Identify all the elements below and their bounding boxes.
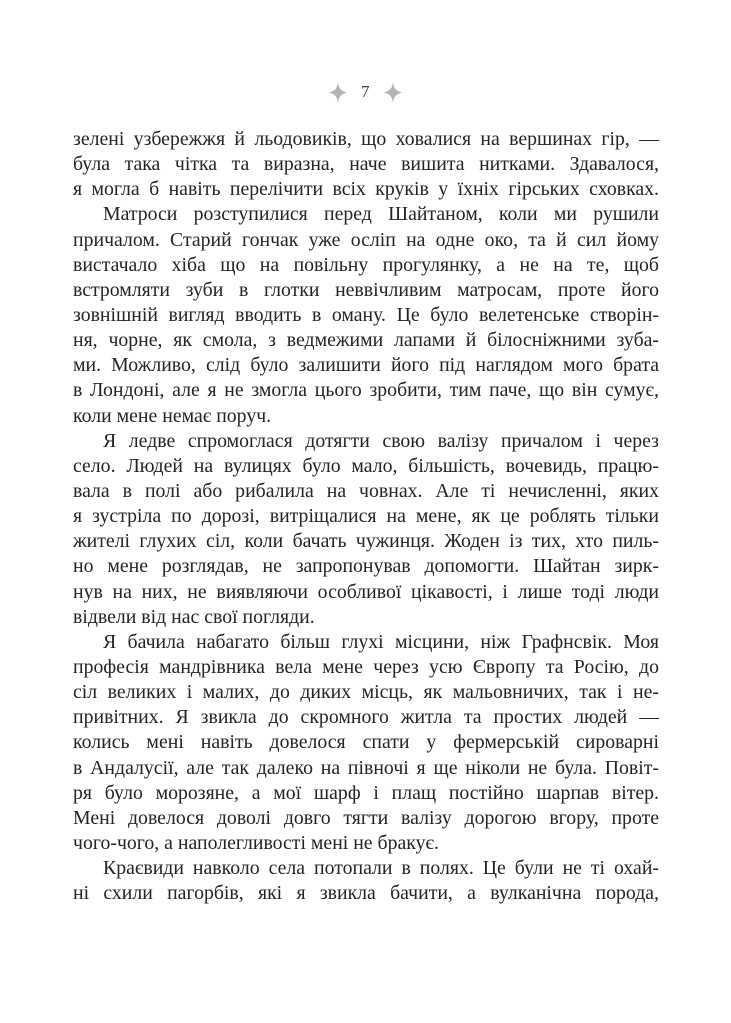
text-line: Мені довелося доволі довго тягти валізу дорогою вгору, проте [73,806,659,829]
text-line: була така чітка та виразна, наче вишита нитками. Здавалося, [73,153,659,176]
text-line: в Лондоні, але я не змогла цього зробити, тим паче, що він сумує, [73,379,659,402]
text-line: ні схили пагорбів, які я звикла бачити, а вулканічна порода, [73,882,659,905]
text-line: колись мені навіть довелося спати у фермерській сироварні [73,731,659,754]
sparkle-left-icon-shape [329,82,347,103]
text-line: встромляти зуби в глотки неввічливим матросам, проте його [73,278,659,301]
text-line: я могла б навіть перелічити всіх круків у їхніх гірських сховках. [73,178,659,201]
text-line: причалом. Старий гончак уже осліп на одне око, та й сил йому [73,228,659,251]
sparkle-right-icon [384,82,402,103]
text-line: ря було морозяне, а мої шарф і плащ постійно шарпав вітер. [73,781,659,804]
text-line: сіл великих і малих, до диких місць, як мальовничих, так і не- [73,681,659,704]
text-line: Краєвиди навколо села потопали в полях. Це були не ті охай- [103,857,659,880]
body-text [73,127,659,906]
text-line: Я бачила набагато більш глухі місцини, ніж Графнсвік. Моя [103,630,659,653]
text-line: вала в полі або рибалила на човнах. Але ті нечисленні, яких [73,479,659,502]
text-line: ми. Можливо, слід було залишити його під наглядом мого брата [73,354,659,377]
text-line: в Андалусії, але так далеко на півночі я ще ніколи не була. Повіт- [73,756,659,779]
sparkle-right-icon-shape [384,82,402,103]
text-line: коли мене немає поруч. [73,404,272,427]
text-line: професія мандрівника вела мене через усю Європу та Росію, до [73,655,659,678]
text-line: Я ледве спромоглася дотягти свою валізу причалом і через [103,429,659,452]
text-line: вистачало хіба що на повільну прогулянку, а не на те, щоб [73,253,659,276]
text-line: нув на них, не виявляючи особливої цікавості, і лише тоді люди [73,580,659,603]
text-line: чого-чого, а наполегливості мені не бракує. [73,831,439,854]
text-line: ня, чорне, як смола, з ведмежими лапами й білосніжними зуба- [73,329,659,352]
text-line: но мене розглядав, не запропонував допомогти. Шайтан зирк- [73,555,659,578]
text-line: село. Людей на вулицях було мало, більшість, вочевидь, працю- [73,454,659,477]
text-line: жителі глухих сіл, коли бачать чужинця. Жоден із тих, хто пиль- [73,530,659,553]
text-line: зелені узбережжя й льодовиків, що ховалися на вершинах гір, — [73,128,659,150]
sparkle-left-icon [329,82,347,103]
text-line: Матроси розступилися перед Шайтаном, коли ми рушили [103,203,659,226]
page-header [0,79,731,105]
text-line: відвели від нас свої погляди. [73,605,315,628]
text-line: привітних. Я звикла до скромного житла та простих людей — [73,706,659,729]
page-number: 7 [361,82,370,101]
text-line: я зустріла по дорозі, витріщалися на мене, як це роблять тільки [73,505,659,528]
text-line: зовнішній вигляд вводить в оману. Це було велетенське створін- [73,303,659,326]
